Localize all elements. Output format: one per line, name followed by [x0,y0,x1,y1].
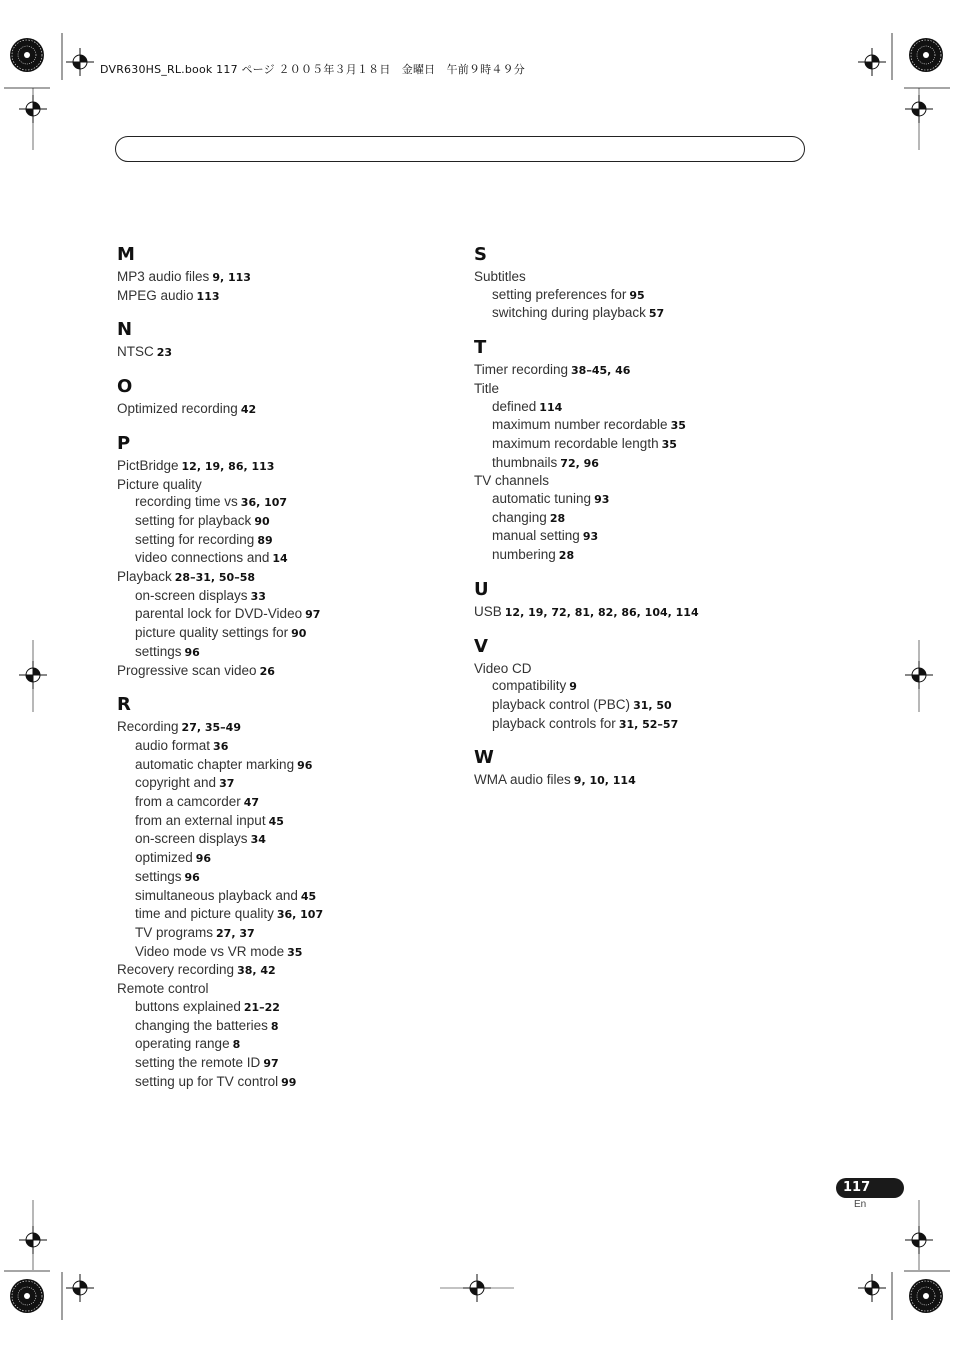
index-entry-text: changing the batteries [135,1017,268,1033]
index-entry-text: manual setting [492,528,580,544]
index-letter-heading: M [117,244,135,265]
index-page-refs: 36 [213,739,229,753]
index-subentry [117,774,457,793]
index-page-refs: 28 [549,511,566,525]
index-subentry [117,1073,457,1092]
index-entry-text: USB [474,603,502,619]
index-entry-text: Subtitles [474,269,526,284]
index-page-refs: 21–22 [243,1000,280,1014]
index-entry-text: audio format [135,737,211,753]
index-entry [117,961,457,980]
index-page-refs: 89 [257,533,273,547]
index-page-refs: 97 [263,1056,279,1070]
index-page-refs: 37 [219,777,235,791]
index-page-refs: 97 [305,608,321,622]
index-page-refs: 47 [243,796,260,810]
index-section-u [474,579,814,622]
index-subentry [474,509,814,528]
index-subentry [117,943,457,962]
index-entry-text: Video CD [474,660,532,676]
index-page-refs: 12, 19, 86, 113 [181,459,275,473]
index-entry-text: setting preferences for [492,286,627,302]
index-page-refs: 36, 107 [240,496,288,510]
index-entry-text: optimized [135,850,193,866]
index-entry-text: WMA audio files [474,772,571,788]
index-entry [474,268,814,286]
index-subentry [117,531,457,550]
index-subentry [117,605,457,624]
index-entry-text: maximum number recordable [492,417,668,433]
index-subentry [117,643,457,662]
index-subentry [474,454,814,473]
index-entry-text: Timer recording [474,362,569,378]
index-entry-text: playback control (PBC) [492,696,631,712]
index-entry-text: thumbnails [492,454,558,470]
index-page-refs: 8 [232,1038,241,1052]
index-page-refs: 31, 52–57 [618,717,679,731]
index-letter-heading: S [474,244,487,265]
index-page-refs: 95 [629,288,645,302]
index-section-n [117,319,457,362]
index-section-r [117,694,457,1091]
index-section-o [117,376,457,419]
index-subentry [474,286,814,305]
index-entry-text: Recovery recording [117,962,235,978]
index-letter-heading: W [474,747,494,769]
index-page-refs: 23 [156,346,173,360]
index-entry [117,476,457,494]
chapter-title-bar [115,136,805,162]
index-entry-text: parental lock for DVD-Video [135,606,303,622]
index-page-refs: 12, 19, 72, 81, 82, 86, 104, 114 [504,605,699,619]
index-page-refs: 114 [539,400,563,414]
index-page-refs: 99 [281,1075,297,1089]
index-letter-heading: U [474,578,489,600]
index-page-refs: 38–45, 46 [571,364,631,378]
index-entry-text: TV programs [135,924,214,940]
index-page-refs: 9, 10, 114 [573,774,636,788]
index-entry-text: Playback [117,569,172,585]
index-entry-text: MPEG audio [117,287,194,303]
index-entry [117,718,457,737]
index-page-refs: 31, 50 [633,698,672,712]
index-page-refs: 42 [240,403,257,417]
index-subentry [117,624,457,643]
index-page-refs: 45 [268,814,284,828]
index-subentry [474,435,814,454]
index-entry-text: simultaneous playback and [135,887,298,903]
index-entry-text: from an external input [135,812,266,828]
index-page-refs: 45 [300,889,317,903]
index-page-refs: 34 [250,833,266,847]
index-column-right [474,244,814,804]
print-header-file-info: DVR630HS_RL.book 117 ページ ２００５年３月１８日 金曜日 午前９時４９分 [100,63,525,76]
index-entry-text: TV channels [474,473,550,489]
index-subentry [474,490,814,509]
index-entry-text: setting for playback [135,512,252,528]
index-subentry [117,793,457,812]
index-entry-text: maximum recordable length [492,435,659,451]
index-entry-text: Optimized recording [117,401,238,417]
index-subentry [117,493,457,512]
index-subentry [474,715,814,734]
index-page-refs: 90 [291,627,307,641]
index-subentry [117,1017,457,1036]
index-column-left [117,244,457,1105]
index-subentry [474,546,814,565]
index-entry [117,568,457,587]
index-page-refs: 72, 96 [560,456,599,470]
index-entry-text: numbering [492,547,556,563]
index-entry [474,380,814,398]
index-entry-text: PictBridge [117,457,179,473]
index-letter-heading: O [117,376,133,398]
index-page-refs: 113 [196,289,220,303]
index-section-t [474,337,814,565]
index-page-refs: 33 [250,589,266,603]
index-entry [117,400,457,419]
index-subentry [117,587,457,606]
index-page-refs: 14 [272,552,288,566]
index-entry-text: picture quality settings for [135,625,289,641]
index-page-refs: 96 [195,852,212,866]
index-subentry [474,527,814,546]
index-page-refs: 96 [184,870,200,884]
index-entry-text: automatic chapter marking [135,756,295,772]
index-page-refs: 28–31, 50–58 [174,571,256,585]
index-page-refs: 26 [259,664,275,678]
index-subentry [474,416,814,435]
index-entry-text: MP3 audio files [117,269,210,284]
index-entry [117,662,457,681]
index-page-refs: 9 [569,680,577,694]
index-letter-heading: V [474,635,488,657]
index-entry-text: settings [135,868,182,884]
index-subentry [117,887,457,906]
index-subentry [117,849,457,868]
index-entry-text: operating range [135,1036,230,1052]
index-section-m [117,244,457,305]
index-entry-text: buttons explained [135,998,241,1014]
index-page-refs: 57 [648,307,665,321]
index-subentry [117,1054,457,1073]
index-page-refs: 27, 35–49 [181,721,241,735]
index-page-refs: 28 [558,549,575,563]
index-entry [474,361,814,380]
index-letter-heading: P [117,432,131,454]
index-letter-heading: T [474,337,487,359]
index-entry-text: Title [474,380,500,396]
index-entry-text: Recording [117,719,179,735]
index-subentry [117,1035,457,1054]
index-entry-text: settings [135,643,182,659]
index-section-p [117,433,457,680]
index-page-refs: 9, 113 [212,271,251,284]
index-subentry [117,756,457,775]
index-entry-text: from a camcorder [135,794,241,810]
index-page-refs: 27, 37 [216,926,255,940]
index-page-refs: 8 [270,1019,279,1033]
index-section-w [474,747,814,790]
index-entry-text: Picture quality [117,476,202,492]
index-page-refs: 35 [661,437,677,451]
index-entry-text: time and picture quality [135,906,274,922]
language-label: En [854,1199,867,1210]
index-entry-text: setting for recording [135,531,255,547]
index-entry-text: NTSC [117,344,154,360]
index-subentry [474,398,814,417]
index-entry-text: compatibility [492,678,567,694]
index-subentry [117,868,457,887]
index-page-refs: 35 [287,945,303,959]
index-entry-text: on-screen displays [135,587,248,603]
index-subentry [474,696,814,715]
index-entry-text: defined [492,398,537,414]
index-entry-text: Remote control [117,981,209,997]
index-entry-text: Progressive scan video [117,662,257,678]
index-entry-text: setting up for TV control [135,1073,279,1089]
index-entry [474,771,814,790]
index-subentry [474,304,814,323]
index-page-refs: 36, 107 [276,908,324,922]
index-page-refs: 38, 42 [237,964,276,978]
index-entry [117,457,457,476]
index-subentry [117,830,457,849]
index-entry-text: on-screen displays [135,831,248,847]
index-entry-text: copyright and [135,775,217,791]
index-entry-text: switching during playback [492,305,646,321]
index-entry [117,343,457,362]
index-subentry [117,924,457,943]
index-page-refs: 96 [297,758,313,772]
index-letter-heading: R [117,694,131,716]
index-entry [474,603,814,622]
index-entry [474,472,814,490]
index-page-refs: 96 [184,645,200,659]
index-entry [117,980,457,998]
index-page-refs: 93 [582,530,599,544]
index-page-refs: 90 [254,514,270,528]
index-entry-text: playback controls for [492,715,616,731]
index-subentry [117,905,457,924]
index-entry [474,660,814,678]
index-subentry [117,549,457,568]
index-entry [117,268,457,287]
page-number-badge: 117 [836,1178,904,1198]
index-section-v [474,636,814,734]
index-page-refs: 35 [670,419,686,433]
index-section-s [474,244,814,323]
index-entry-text: Video mode vs VR mode [135,943,285,959]
index-entry-text: video connections and [135,550,270,566]
index-entry-text: changing [492,509,547,525]
index-subentry [474,677,814,696]
index-subentry [117,812,457,831]
index-subentry [117,737,457,756]
index-page-refs: 93 [594,493,610,507]
index-entry-text: automatic tuning [492,491,592,507]
index-entry-text: recording time vs [135,494,238,510]
index-letter-heading: N [117,319,133,341]
index-entry-text: setting the remote ID [135,1054,261,1070]
index-subentry [117,998,457,1017]
index-entry [117,287,457,306]
index-subentry [117,512,457,531]
